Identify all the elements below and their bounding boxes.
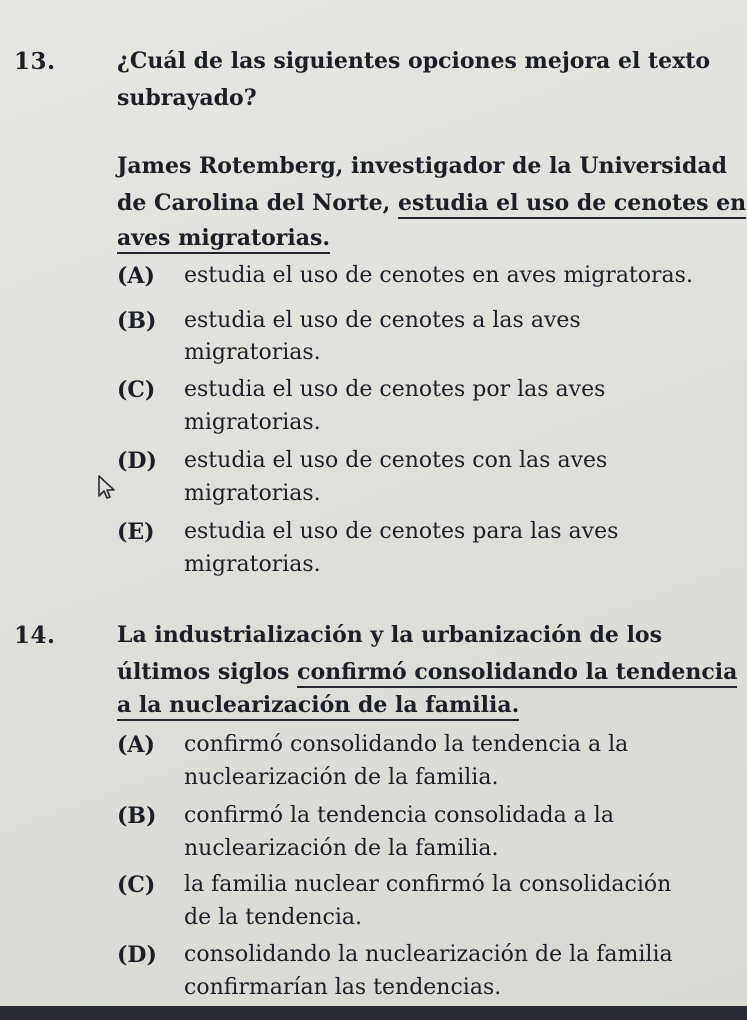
question-13-underlined-text: estudia el uso de cenotes en [398, 190, 746, 219]
q13-option-d-letter[interactable]: (D) [117, 448, 157, 474]
q13-option-c-letter[interactable]: (C) [117, 377, 156, 403]
q13-option-b-text[interactable]: estudia el uso de cenotes a las aves [184, 308, 581, 333]
question-13-prompt-line-2: subrayado? [117, 85, 257, 111]
question-14-underlined-text-cont: a la nuclearización de la familia. [117, 692, 519, 721]
question-13-number: 13. [14, 48, 56, 75]
q13-option-c-text-cont[interactable]: migratorias. [184, 410, 321, 435]
q13-option-a-text[interactable]: estudia el uso de cenotes en aves migratoras. [184, 263, 693, 288]
question-14-number: 14. [14, 622, 56, 649]
q14-option-b-letter[interactable]: (B) [117, 803, 157, 829]
question-14-prompt-plain: últimos siglos [117, 659, 298, 685]
q14-option-b-text-cont[interactable]: nuclearización de la familia. [184, 836, 499, 861]
q14-option-a-text[interactable]: confirmó consolidando la tendencia a la [184, 732, 629, 757]
question-14-prompt-line-2 [117, 659, 737, 685]
q13-option-d-text-cont[interactable]: migratorias. [184, 481, 321, 506]
q13-option-b-text-cont[interactable]: migratorias. [184, 340, 321, 365]
q14-option-c-text-cont[interactable]: de la tendencia. [184, 905, 363, 930]
bottom-edge-shadow [0, 1006, 747, 1020]
q13-option-e-letter[interactable]: (E) [117, 519, 155, 545]
question-14-prompt-line-1: La industrialización y la urbanización de los [117, 622, 662, 648]
question-13-prompt-line-1: ¿Cuál de las siguientes opciones mejora el texto [117, 48, 711, 74]
q14-option-c-text[interactable]: la familia nuclear confirmó la consolidación [184, 872, 672, 897]
question-13-underlined-text-cont: aves migratorias. [117, 225, 330, 254]
question-13-text-line-1: James Rotemberg, investigador de la Universidad [117, 153, 728, 179]
q14-option-d-letter[interactable]: (D) [117, 942, 157, 968]
question-14-prompt-line-3 [117, 692, 519, 718]
q13-option-e-text[interactable]: estudia el uso de cenotes para las aves [184, 519, 619, 544]
q13-option-e-text-cont[interactable]: migratorias. [184, 552, 321, 577]
question-13-text-line-2 [117, 190, 746, 216]
q14-option-a-text-cont[interactable]: nuclearización de la familia. [184, 765, 499, 790]
q14-option-d-text-cont[interactable]: confirmarían las tendencias. [184, 975, 502, 1000]
q13-option-c-text[interactable]: estudia el uso de cenotes por las aves [184, 377, 606, 402]
question-13-text-plain: de Carolina del Norte, [117, 190, 398, 216]
q14-option-c-letter[interactable]: (C) [117, 872, 156, 898]
q13-option-a-letter[interactable]: (A) [117, 263, 155, 289]
question-13-text-line-3 [117, 225, 330, 251]
q14-option-d-text[interactable]: consolidando la nuclearización de la familia [184, 942, 673, 967]
question-14-underlined-text: confirmó consolidando la tendencia [297, 659, 737, 688]
q14-option-a-letter[interactable]: (A) [117, 732, 155, 758]
q14-option-b-text[interactable]: confirmó la tendencia consolidada a la [184, 803, 614, 828]
q13-option-d-text[interactable]: estudia el uso de cenotes con las aves [184, 448, 608, 473]
q13-option-b-letter[interactable]: (B) [117, 308, 157, 334]
mouse-pointer-icon [96, 474, 122, 500]
